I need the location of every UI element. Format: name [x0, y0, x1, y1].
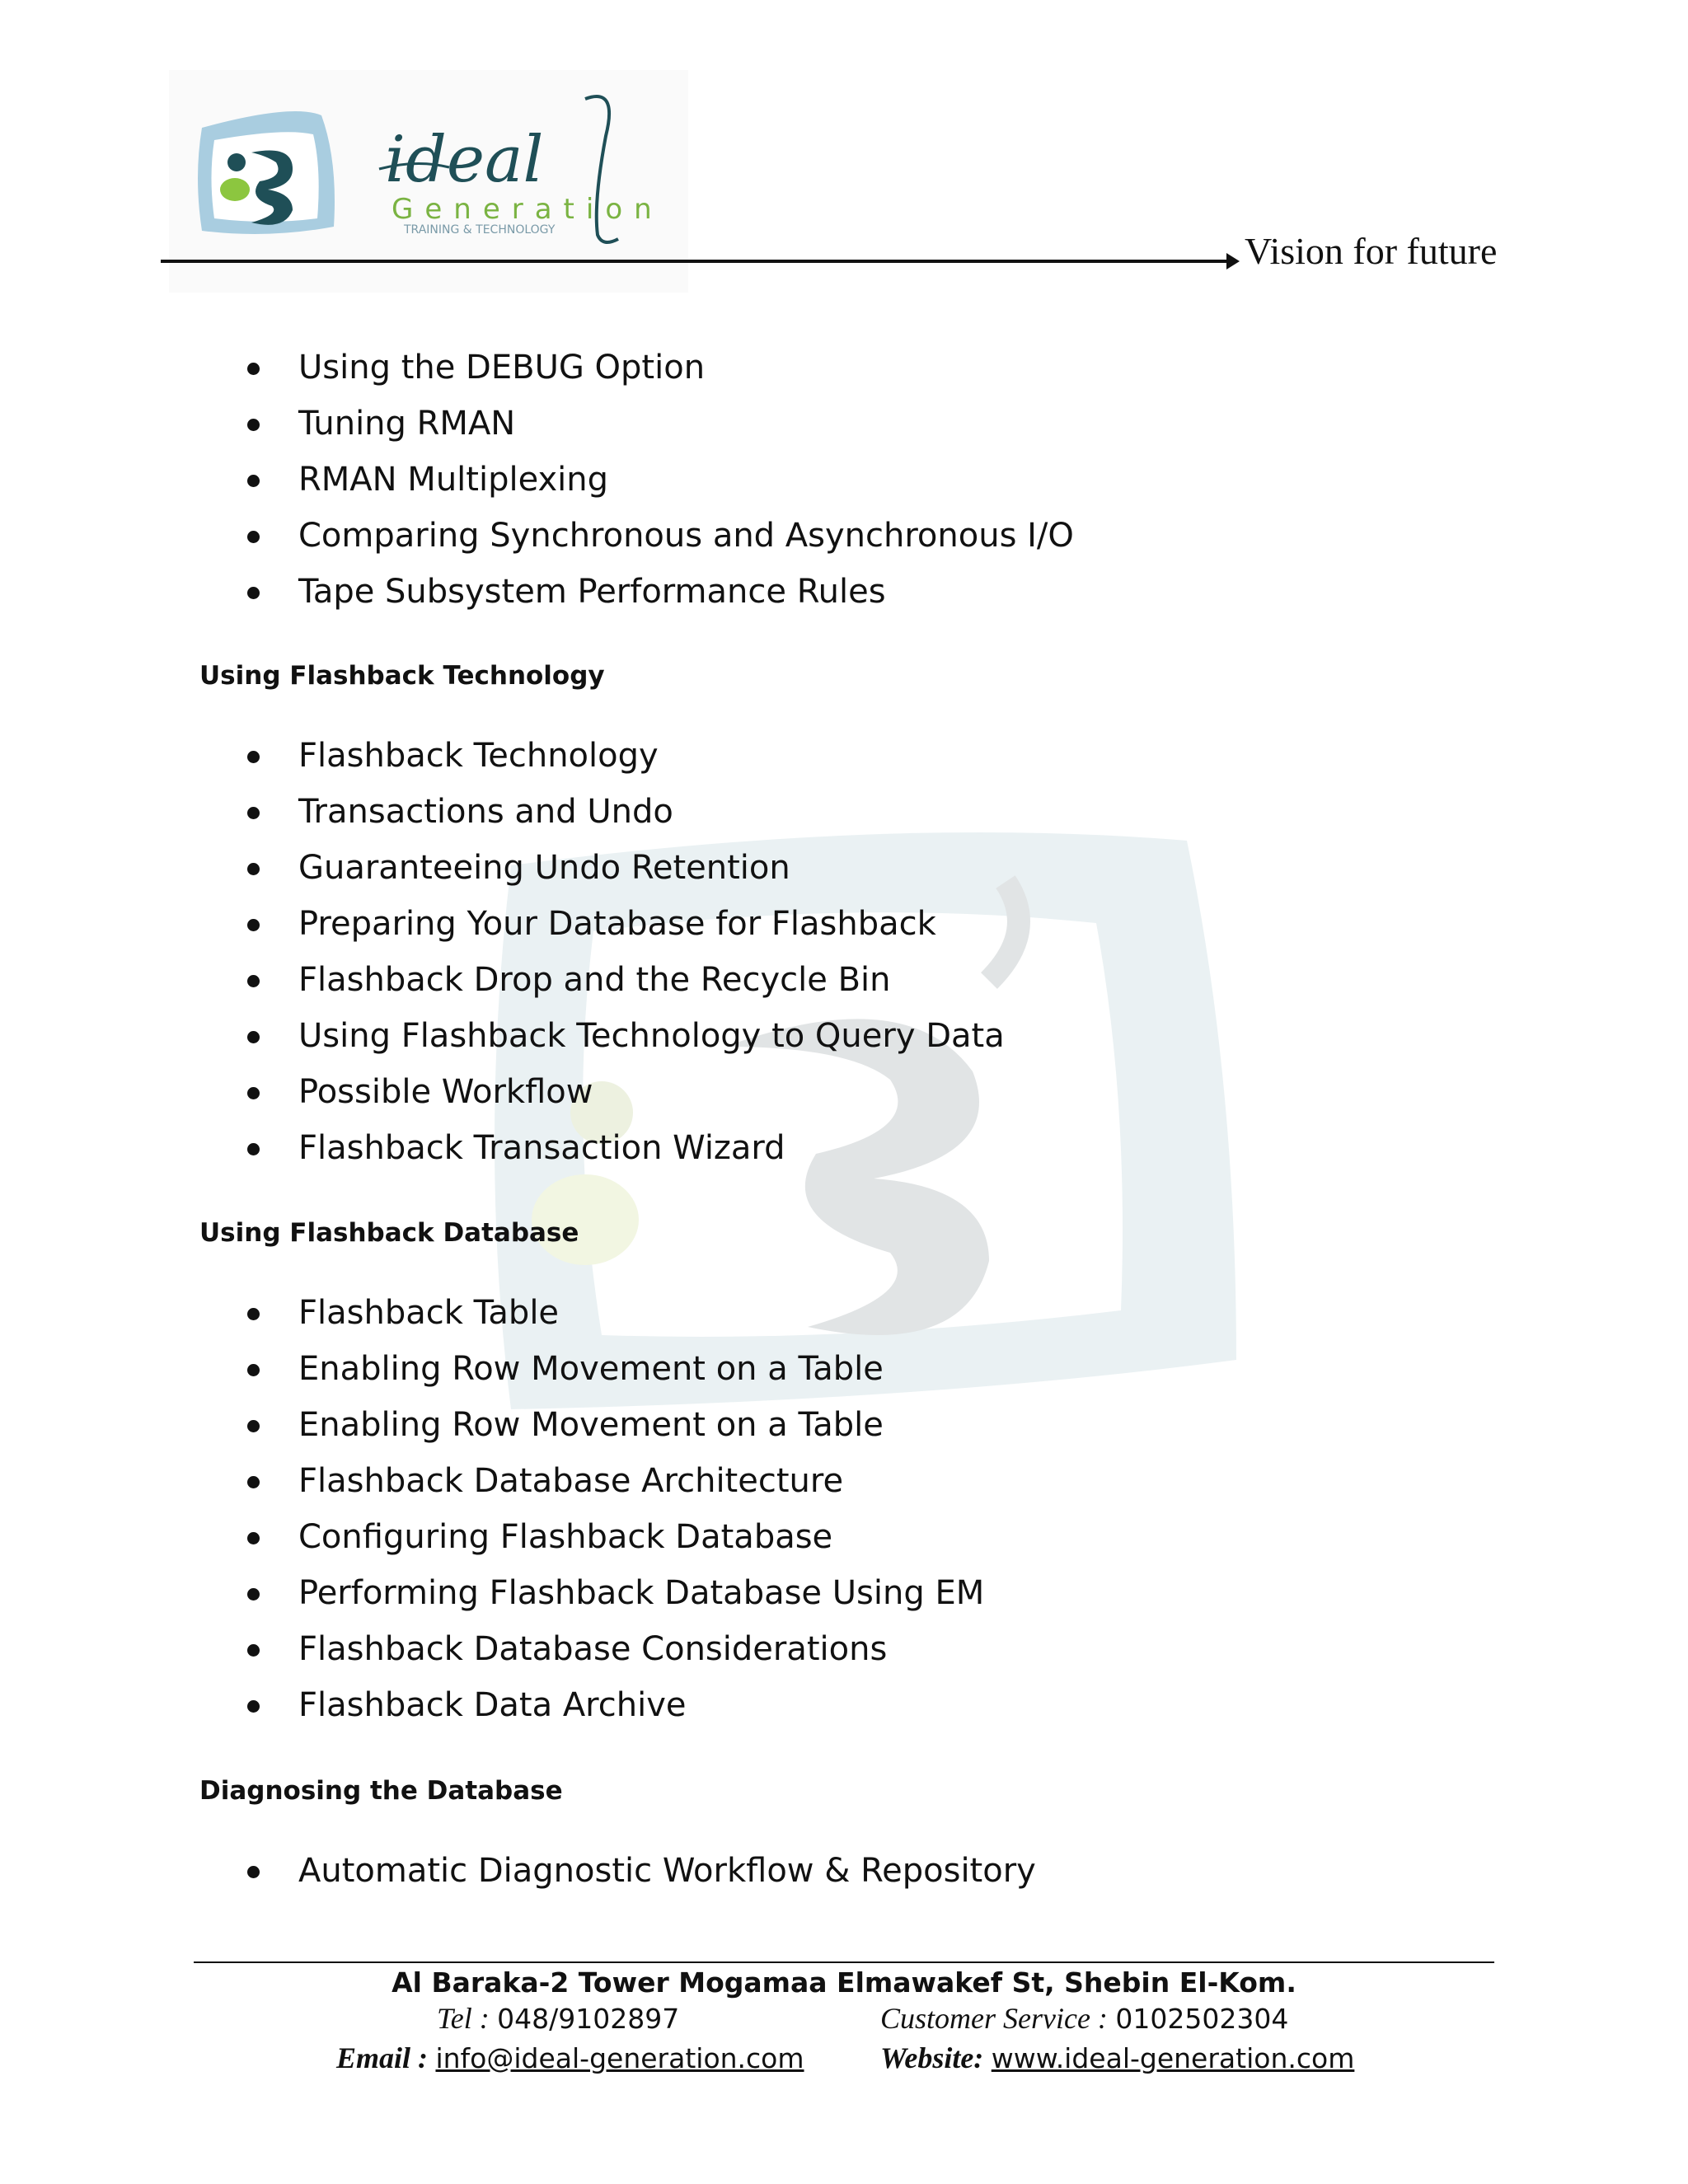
- bullet-icon: [247, 419, 260, 431]
- bullet-icon: [247, 1644, 260, 1657]
- bullet-icon: [247, 1364, 260, 1376]
- email-link[interactable]: info@ideal-generation.com: [435, 2042, 804, 2074]
- logo-generation: Generation: [392, 193, 663, 226]
- footer-address: Al Baraka-2 Tower Mogamaa Elmawakef St, Shebin El-Kom.: [392, 1966, 1296, 1999]
- bullet-icon: [247, 1700, 260, 1713]
- section-heading: Using Flashback Technology: [199, 661, 605, 691]
- footer-tel: [437, 2001, 679, 2036]
- bullet-icon: [247, 1143, 260, 1155]
- bullet-icon: [247, 1476, 260, 1488]
- bullet-icon: [247, 1588, 260, 1601]
- bullet-icon: [247, 1866, 260, 1878]
- bullet-icon: [247, 531, 260, 543]
- tel-value: 048/9102897: [497, 2003, 680, 2035]
- section-heading: Diagnosing the Database: [199, 1776, 563, 1806]
- header-divider: [161, 260, 1228, 263]
- bullet-icon: [247, 919, 260, 931]
- tagline: Vision for future: [1245, 230, 1498, 272]
- customer-service-label: Customer Service :: [880, 2002, 1108, 2035]
- website-label: Website:: [880, 2041, 984, 2074]
- bullet-icon: [247, 1308, 260, 1320]
- logo-subtitle: TRAINING & TECHNOLOGY: [404, 223, 556, 237]
- bullet-icon: [247, 1532, 260, 1544]
- footer-customer-service: [880, 2001, 1288, 2036]
- footer-website: [880, 2041, 1354, 2075]
- website-link[interactable]: www.ideal-generation.com: [991, 2042, 1355, 2074]
- customer-service-value: 0102502304: [1115, 2003, 1289, 2035]
- bullet-icon: [247, 587, 260, 599]
- email-label: Email :: [336, 2041, 429, 2074]
- bullet-icon: [247, 475, 260, 487]
- logo-wordmark: ideal: [385, 123, 544, 197]
- footer-email: [336, 2041, 804, 2075]
- section-heading: Using Flashback Database: [199, 1218, 579, 1248]
- bullet-icon: [247, 807, 260, 819]
- tel-label: Tel :: [437, 2002, 490, 2035]
- bullet-icon: [247, 1087, 260, 1099]
- bullet-icon: [247, 363, 260, 375]
- bullet-icon: [247, 751, 260, 763]
- bullet-icon: [247, 1031, 260, 1043]
- bullet-icon: [247, 863, 260, 875]
- bullet-icon: [247, 975, 260, 987]
- footer-divider: [194, 1961, 1494, 1963]
- bullet-icon: [247, 1420, 260, 1432]
- arrow-icon: [1226, 253, 1240, 269]
